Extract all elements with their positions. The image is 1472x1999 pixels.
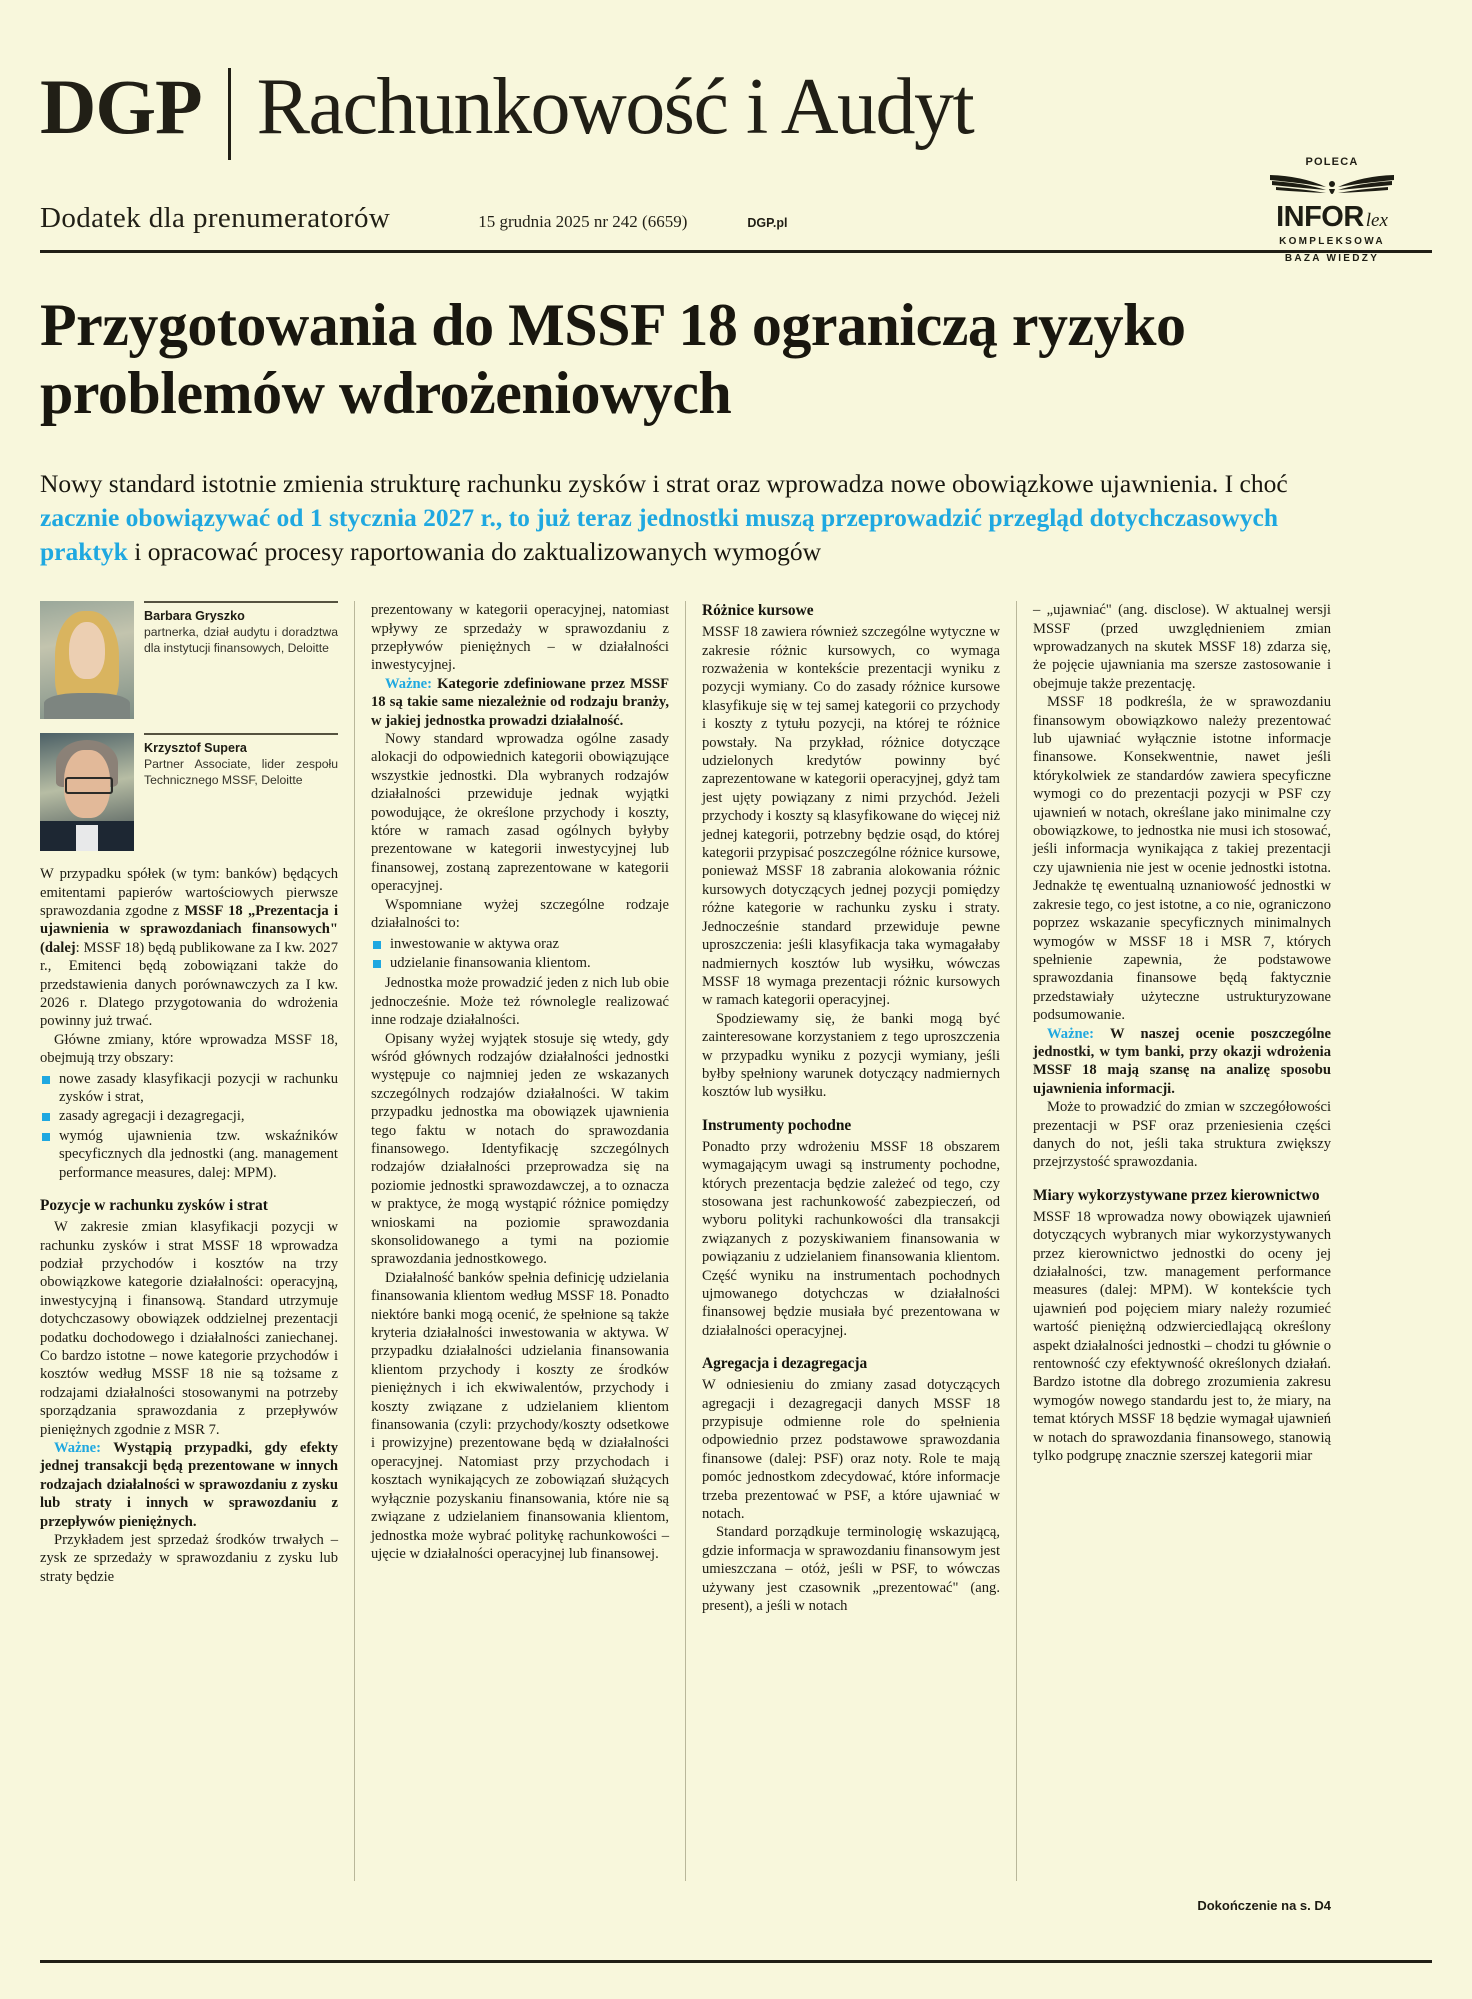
paragraph: MSSF 18 wprowadza nowy obowiązek ujawnień dotyczących wybranych miar wykorzystywanych przez kierownictwo jednostki do oceny jej działalności, tzw. management performance measures (dalej: MPM). W kontekście tych ujawnień pod pojęciem miary należy rozumieć wartość pieniężną odzwierciedlającą określony aspekt działalności jednostki – chodzi tu głównie o rentowność czy efektywność określonych działań. Bardzo istotne dla dobrego zrozumienia zakresu wymogów nowego standardu jest to, że miary, na temat których MSSF 18 będzie wymagał ujawnień w notach do sprawozdania finansowego, stanowią tylko podgrupę znacznie szerszej kategorii miar bbox=[1033, 1208, 1331, 1465]
infor-promo-block bbox=[1232, 156, 1432, 266]
paragraph: Spodziewamy się, że banki mogą być zainteresowane korzystaniem z tego uproszczenia w przypadku wyniku z pozycji wymiany, jeśli byłby spełniony warunek dotyczący nadmiernych kosztów lub wysiłku. bbox=[702, 1010, 1000, 1101]
author-byline-2 bbox=[40, 733, 338, 851]
section-heading: Instrumenty pochodne bbox=[702, 1116, 852, 1134]
paragraph: Główne zmiany, które wprowadza MSSF 18, obejmują trzy obszary: bbox=[40, 1031, 338, 1067]
header-rule bbox=[40, 250, 1432, 253]
supplement-title: Rachunkowość i Audyt bbox=[256, 63, 974, 151]
section-heading: Pozycje w rachunku zysków i strat bbox=[40, 1197, 268, 1215]
list-item: zasady agregacji i dezagregacji, bbox=[40, 1107, 338, 1125]
infor-brand-row bbox=[1232, 203, 1432, 232]
site-url: DGP.pl bbox=[747, 216, 788, 230]
avatar-barbara-gryszko bbox=[40, 601, 134, 719]
paragraph: MSSF 18 podkreśla, że w sprawozdaniu finansowym obowiązkowo należy prezentować lub ujawniać wyłącznie istotne informacje finansowe. Konsekwentnie, nawet jeśli którykolwiek ze standardów zawiera specyficzne wymogi co do prezentacji pozycji w PSF czy ujawnień w notach, określane jako minimalne czy obowiązkowe, to jednostka nie musi ich stosować, jeśli informacja wynikająca z takiej prezentacji czy ujawnienia nie jest w ocenie jednostki istotna. Jednakże tę ewentualną uznaniowość jednostki w zakresie tego, co jest istotne, a co nie, ograniczono poprzez wskazanie specyficznych minimalnych wymogów w MSSF 18 i MSR 7, których spełnienie zapewnia, że podstawowe sprawozdania finansowe będą faktycznie przedstawiały użyteczne ustrukturyzowane podsumowanie. bbox=[1033, 694, 1331, 1024]
paragraph-text: : MSSF 18) będą publikowane za I kw. 2027 r., Emitenci będą zobowiązani także do przedstawienia danych porównawczych za I kw. 2026 r. Dlatego przygotowania do wdrożenia powinny już trwać. bbox=[40, 939, 338, 1030]
page-title: Przygotowania do MSSF 18 ograniczą ryzyko problemów wdrożeniowych bbox=[40, 292, 1186, 426]
avatar-krzysztof-supera bbox=[40, 733, 134, 851]
paragraph: Jednostka może prowadzić jeden z nich lub obie jednocześnie. Może też równolegle realizować inne rodzaje działalności. bbox=[371, 975, 669, 1029]
infor-tagline-line1: KOMPLEKSOWA bbox=[1279, 236, 1385, 247]
bullet-list bbox=[40, 1070, 338, 1182]
author-byline-1 bbox=[40, 601, 338, 719]
footer-rule bbox=[40, 1960, 1432, 1963]
paragraph: – „ujawniać" (ang. disclose). W aktualnej wersji MSSF (przed uwzględnieniem zmian wprowadzanych na skutek MSSF 18) zdarza się, że pojęcie ujawniania ma szersze zastosowanie i obejmuje także prezentację. bbox=[1033, 602, 1331, 692]
lead-text-part1: Nowy standard istotnie zmienia strukturę rachunku zysków i strat oraz wprowadza nowe obowiązkowe ujawnienia. I choć bbox=[40, 469, 1288, 499]
lead-text-part2: i opracować procesy raportowania do zaktualizowanych wymogów bbox=[127, 537, 822, 567]
paragraph: Może to prowadzić do zmian w szczegółowości prezentacji w PSF oraz przeniesienia części danych do not, jeśli taka struktura zwiększy przejrzystość sprawozdania. bbox=[1033, 1099, 1331, 1171]
infor-lex-suffix: lex bbox=[1365, 210, 1388, 231]
continuation-note: Dokończenie na s. D4 bbox=[1197, 1897, 1331, 1913]
author-role: partnerka, dział audytu i doradztwa dla instytucji finansowych, Deloitte bbox=[144, 625, 338, 656]
paragraph: Standard porządkuje terminologię wskazującą, gdzie informacja w sprawozdaniu finansowym jest umieszczana – otóż, jeśli w PSF, to wówczas używany jest czasownik „prezentować" (ang. present), a jeśli w notach bbox=[702, 1524, 1000, 1615]
paragraph: Wspomniane wyżej szczególne rodzaje działalności to: bbox=[371, 896, 669, 932]
list-item: udzielanie finansowania klientom. bbox=[371, 954, 669, 972]
important-note bbox=[40, 1439, 338, 1531]
masthead-divider bbox=[228, 68, 231, 160]
list-item: inwestowanie w aktywa oraz bbox=[371, 935, 669, 953]
subheader-row bbox=[40, 202, 1432, 242]
infor-wordmark: INFOR bbox=[1276, 201, 1364, 233]
column-4 bbox=[1016, 601, 1331, 1913]
paragraph: prezentowany w kategorii operacyjnej, natomiast wpływy ze sprzedaży w sprawozdaniu z przepływów pieniężnych – w działalności inwestycyjnej. bbox=[371, 602, 669, 674]
infor-tagline-line2: BAZA WIEDZY bbox=[1284, 253, 1380, 264]
author-name: Krzysztof Supera bbox=[144, 741, 247, 756]
paragraph: MSSF 18 zawiera również szczególne wytyczne w zakresie różnic kursowych, co wymaga rozważenia w kontekście prezentacji wyniku z pozycji wymiany. Co do zasady różnice kursowe klasyfikuje się w tej samej kategorii co przychody i koszty z tytułu pozycji, na której te różnice powstały. Na przykład, różnice dotyczące udzielonych kredytów powinny być zaprezentowane w kategorii operacyjnej, gdyż tam jest ujęty powiązany z nimi przychód. Jeżeli przychody i koszty są klasyfikowane do więcej niż jednej kategorii, potrzebny będzie osąd, do której kategorii przypisać poszczególne różnice kursowe, ponieważ MSSF 18 zabrania alokowania różnic kursowych dotyczących jednej pozycji pomiędzy różne kategorie w rachunku zysku i straty. Jednocześnie standard przewiduje pewne uproszczenia: jeśli klasyfikacja taka wymagałaby nadmiernych kosztów lub wysiłku, wówczas MSSF 18 wymaga prezentacji różnic kursowych w ramach kategorii operacyjnej. bbox=[702, 624, 1000, 1009]
list-item: nowe zasady klasyfikacji pozycji w rachunku zysków i strat, bbox=[40, 1070, 338, 1107]
paragraph: W zakresie zmian klasyfikacji pozycji w rachunku zysków i strat MSSF 18 wprowadza podział przychodów i kosztów na trzy obowiązkowe kategorie działalności: operacyjną, inwestycyjną i finansową. Standard utrzymuje dotychczasowy obowiązek oddzielnej prezentacji podatku dochodowego i działalności zaniechanej. Co bardzo istotne – nowe kategorie przychodów i kosztów według MSSF 18 nie są tożsame z rodzajami działalności stosowanymi na potrzeby sporządzania sprawozdania z przepływów pieniężnych zgodnie z MSR 7. bbox=[40, 1219, 338, 1438]
important-label: Ważne: bbox=[54, 1439, 102, 1456]
issue-date: 15 grudnia 2025 nr 242 (6659) bbox=[478, 212, 688, 231]
list-item: wymóg ujawnienia tzw. wskaźników specyficznych dla jednostki (ang. management performance measures, dalej: MPM). bbox=[40, 1127, 338, 1182]
column-2 bbox=[354, 601, 669, 1881]
column-1 bbox=[40, 601, 338, 1881]
paragraph: Działalność banków spełnia definicję udzielania finansowania klientom według MSSF 18. Ponadto niektóre banki mogą ocenić, że spełnione są także kryteria działalności inwestowania w aktywa. W przypadku działalności udzielania finansowania klientom przychody i koszty ze środków pieniężnych i ich ekwiwalentów, przychody i koszty związane z udzielaniem klientom finansowania (czyli: przychody/koszty odsetkowe i prowizyjne) prezentowane będą w działalności operacyjnej. Natomiast przy przychodach i kosztach wynikających ze zobowiązań służących wyłącznie pozyskaniu finansowania, które nie są związane z udzielaniem finansowania klientom, jednostka może wybrać politykę rachunkowości – ujęcie w działalności operacyjnej lub finansowej. bbox=[371, 1269, 669, 1562]
paragraph: Przykładem jest sprzedaż środków trwałych – zysk ze sprzedaży w sprawozdaniu z zysku lub straty będzie bbox=[40, 1532, 338, 1585]
author-name: Barbara Gryszko bbox=[144, 609, 245, 624]
supplement-subtitle: Dodatek dla prenumeratorów bbox=[40, 202, 391, 234]
paragraph-text: W przypadku spółek (w tym: banków) będących emitentami papierów wartościowych pierwsze sprawozdania zgodne z bbox=[40, 866, 338, 919]
article-columns bbox=[40, 601, 1432, 1913]
poleca-label: POLECA bbox=[1305, 156, 1359, 168]
important-label: Ważne: bbox=[385, 675, 433, 692]
dgp-logo: DGP bbox=[40, 63, 202, 150]
section-heading: Miary wykorzystywane przez kierownictwo bbox=[1033, 1186, 1320, 1204]
author-role: Partner Associate, lider zespołu Technicznego MSSF, Deloitte bbox=[144, 757, 338, 788]
important-note bbox=[371, 675, 669, 730]
important-text: Wystąpią przypadki, gdy efekty jednej transakcji będą prezentowane w innych rodzajach działalności w sprawozdaniu z zysku lub straty i innych w sprawozdaniu z przepływów pieniężnych. bbox=[40, 1439, 338, 1530]
infor-wings-icon bbox=[1268, 171, 1396, 201]
paragraph-bold: MSSF 18 „Prezentacja i ujawnienia w sprawozdaniach finansowych" (dalej bbox=[40, 903, 338, 956]
section-heading: Różnice kursowe bbox=[702, 602, 814, 620]
bullet-list bbox=[371, 935, 669, 973]
important-note bbox=[1033, 1025, 1331, 1099]
paragraph: Opisany wyżej wyjątek stosuje się wtedy, gdy wśród głównych rodzajów działalności jednostki występuje co najmniej jeden ze wskazanych szczególnych rodzajów działalności. W takim przypadku jednostka ma obowiązek ujawnienia tego faktu w notach do sprawozdania finansowego. Identyfikację szczególnych rodzajów działalności przeprowadza się na poziomie jednostki sprawozdawczej, a to oznacza w praktyce, że mogą wystąpić różnice pomiędzy wnioskami na poziomie sprawozdania skonsolidowanego a tymi na poziomie sprawozdania jednostkowego. bbox=[371, 1030, 669, 1268]
paragraph: W odniesieniu do zmiany zasad dotyczących agregacji i dezagregacji danych MSSF 18 przypisuje odmienne role do spełnienia odpowiednio przez podstawowe sprawozdania finansowe (dalej: PSF) oraz noty. Role te mają pomóc jednostkom zdecydować, które informacje trzeba prezentować w PSF, a które ujawniać w notach. bbox=[702, 1377, 1000, 1523]
paragraph: Nowy standard wprowadza ogólne zasady alokacji do odpowiednich kategorii obowiązujące wszystkie jednostki. Dla wybranych rodzajów działalności przewiduje jednak wyjątki powodujące, że określone przychody i koszty, które w ramach zasad ogólnych byłyby prezentowane w kategorii inwestycyjnej lub finansowej, zostaną zaprezentowane w kategorii operacyjnej. bbox=[371, 731, 669, 895]
article-lead bbox=[40, 467, 1360, 569]
paragraph: Ponadto przy wdrożeniu MSSF 18 obszarem wymagającym uwagi są instrumenty pochodne, których prezentacja będzie zależeć od tego, czy stosowana jest rachunkowość zabezpieczeń, od wyboru polityki rachunkowości dla transakcji związanych z pozyskiwaniem finansowania w powiązaniu z udzielaniem finansowania klientom. Część wyniku na instrumentach pochodnych ujmowanego dotychczas w działalności finansowej będzie musiała być prezentowana w działalności operacyjnej. bbox=[702, 1138, 1000, 1339]
important-text: W naszej ocenie poszczególne jednostki, w tym banki, przy okazji wdrożenia MSSF 18 mają szansę na analizę sposobu ujawnienia informacji. bbox=[1033, 1025, 1331, 1097]
paragraph bbox=[40, 865, 338, 1031]
column-3 bbox=[685, 601, 1000, 1881]
lead-highlight: zacznie obowiązywać od 1 stycznia 2027 r., to już teraz jednostki muszą przeprowadzić przegląd dotychczasowych praktyk bbox=[40, 503, 1278, 567]
important-text: Kategorie zdefiniowane przez MSSF 18 są takie same niezależnie od rodzaju branży, w jakiej jednostka prowadzi działalność. bbox=[371, 675, 669, 729]
section-heading: Agregacja i dezagregacja bbox=[702, 1355, 868, 1373]
important-label: Ważne: bbox=[1047, 1025, 1095, 1042]
